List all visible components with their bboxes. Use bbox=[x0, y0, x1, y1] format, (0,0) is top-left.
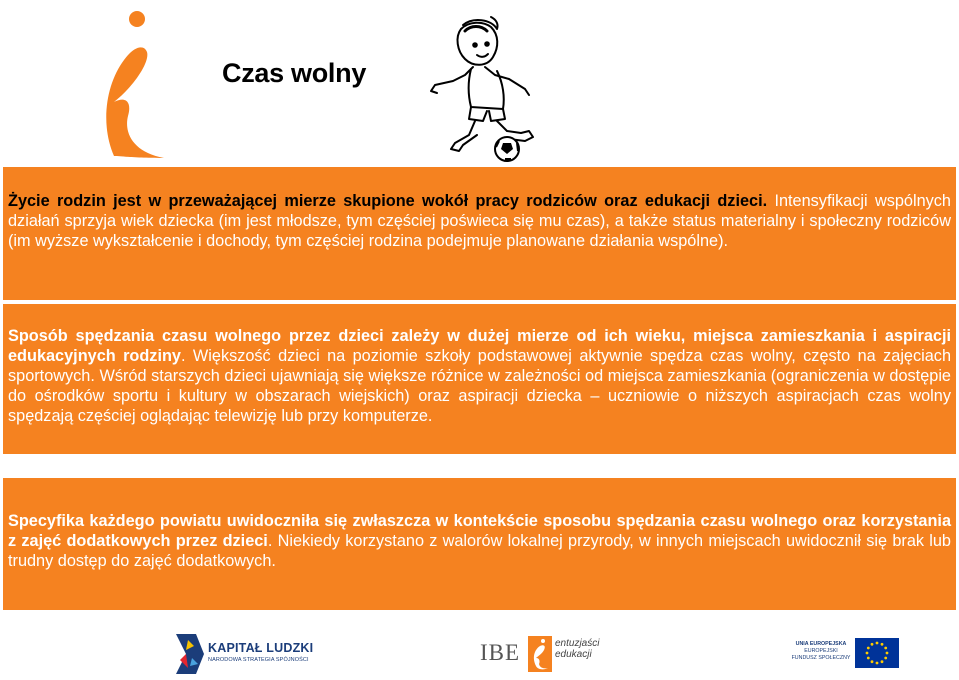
text-box-county-specifics bbox=[3, 478, 956, 610]
ibe-e-logo-icon bbox=[528, 636, 552, 672]
text-box-leisure-time bbox=[3, 304, 956, 454]
eu-logo bbox=[789, 636, 904, 672]
kapital-ludzki-title: KAPITAŁ LUDZKI bbox=[208, 641, 314, 655]
body-text: Intensyfikacji wspólnych działań sprzyja wiek dziecka (im jest młodsze, tym częściej poświeca się mu czas), a także status materialny i społeczny rodziców (im wyższe wykształcenie i dochody, tym częściej rodzina podejmuje planowane działania wspólne). bbox=[8, 192, 951, 250]
body-text: . Większość dzieci na poziomie szkoły podstawowej aktywnie spędza czas wolny, często na zajęciach sportowych. Wśród starszych dzieci ujawniają się większe różnice w zależności od miejsca zamieszkania (ograniczenia w dostępie do ośrodków sportu i kultury w obszarach wiejskich) oraz aspiracji dziecka – uczniowie o niższych aspiracjach czas wolny spędzają częściej oglądając telewizję lub przy komputerze. bbox=[8, 347, 951, 425]
kapital-ludzki-subtitle: NARODOWA STRATEGIA SPÓJNOŚCI bbox=[208, 657, 309, 663]
ibe-subtitle bbox=[555, 638, 599, 660]
text-box-family-life bbox=[3, 167, 956, 300]
eu-flag-icon bbox=[855, 638, 899, 668]
eu-text bbox=[789, 641, 853, 662]
highlight-text: Specyfika każdego powiatu uwidoczniła się zwłaszcza w kontekście sposobu spędzania czasu wolnego oraz korzystania z zajęć dodatkowych przez dzieci bbox=[8, 512, 951, 550]
kapital-ludzki-logo bbox=[170, 628, 320, 678]
ibe-subtitle-line2: edukacji bbox=[555, 649, 592, 660]
page-title: Czas wolny bbox=[222, 58, 367, 88]
eu-text-line1: UNIA EUROPEJSKA bbox=[795, 641, 847, 647]
eu-text-line2: EUROPEJSKI bbox=[804, 648, 838, 654]
ibe-subtitle-line1: entuzjaści bbox=[555, 638, 600, 649]
paragraph-leisure-time bbox=[8, 326, 951, 426]
orange-e-logo-icon bbox=[92, 6, 172, 166]
kapital-ludzki-logo-icon bbox=[174, 630, 206, 676]
boy-with-ball-icon bbox=[425, 15, 550, 163]
eu-text-line3: FUNDUSZ SPOŁECZNY bbox=[791, 655, 851, 661]
highlight-text: Sposób spędzania czasu wolnego przez dzieci zależy w dużej mierze od ich wieku, miejsca zamieszkania i aspiracji edukacyjnych rodziny bbox=[8, 327, 951, 365]
ibe-logo bbox=[478, 636, 628, 676]
paragraph-county-specifics bbox=[8, 511, 951, 571]
highlight-text: Życie rodzin jest w przeważającej mierze skupione wokół pracy rodziców oraz edukacji dzieci. bbox=[8, 192, 768, 210]
paragraph-family-life bbox=[8, 191, 951, 251]
ibe-title: IBE bbox=[480, 640, 521, 665]
body-text: . Niekiedy korzystano z walorów lokalnej przyrody, w innych miejscach uwidocznił się brak lub trudny dostęp do zajęć dodatkowych. bbox=[8, 532, 951, 570]
